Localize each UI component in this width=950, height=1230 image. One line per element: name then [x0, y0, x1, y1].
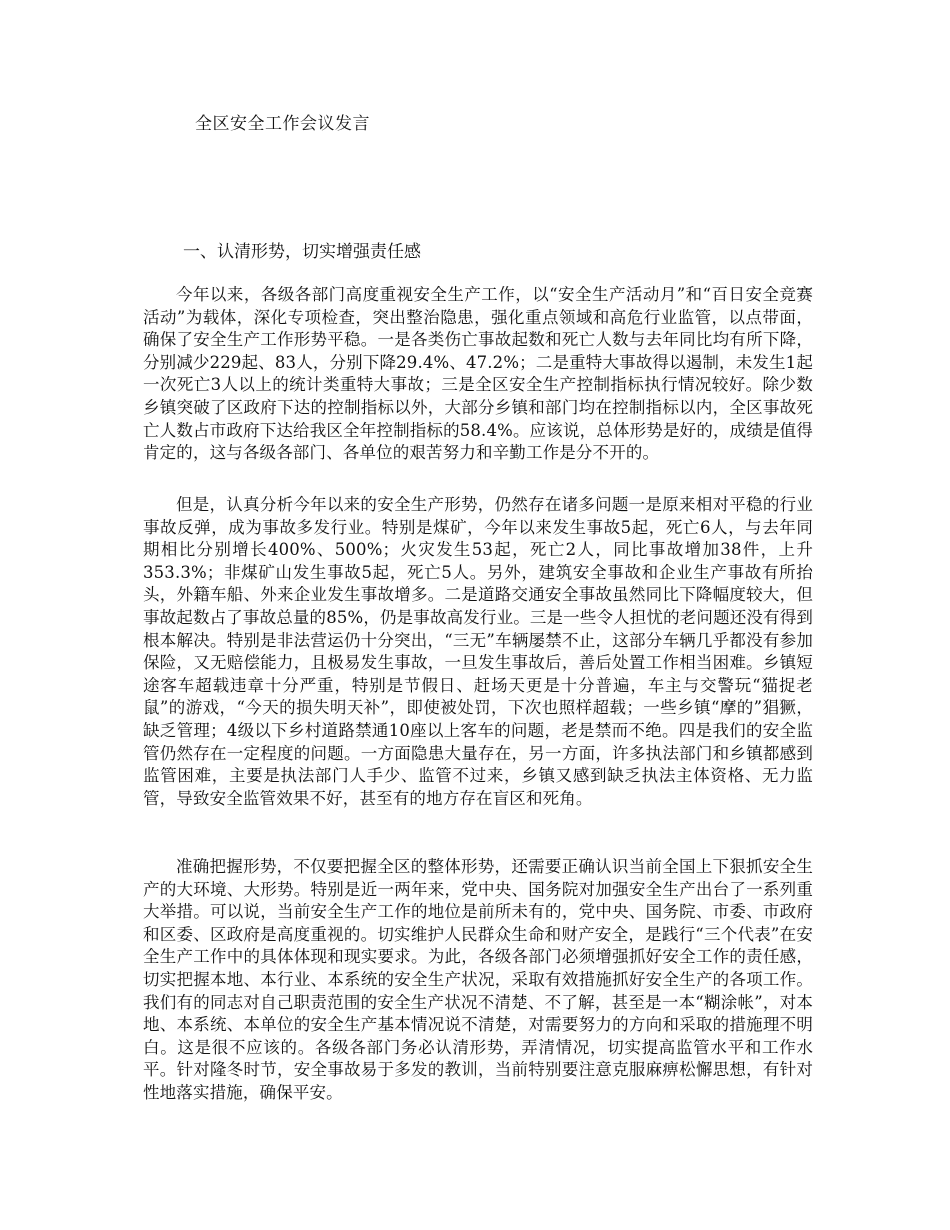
section-heading: 一、认清形势，切实增强责任感 — [183, 242, 421, 262]
paragraph-2: 但是，认真分析今年以来的安全生产形势，仍然存在诸多问题一是原来相对平稳的行业事故反弹，成为事故多发行业。特别是煤矿，今年以来发生事故5起，死亡6人，与去年同期相比分别增长400%、500%；火灾发生53起，死亡2人，同比事故增加38件，上升353.3%；非煤矿山发生事故5起，死亡5人。另外，建筑安全事故和企业生产事故有所抬头，外籍车船、外来企业发生事故增多。二是道路交通安全事故虽然同比下降幅度较大，但事故起数占了事故总量的85%，仍是事故高发行业。三是一些令人担忧的老问题还没有得到根本解决。特别是非法营运仍十分突出，“三无”车辆屡禁不止，这部分车辆几乎都没有参加保险，又无赔偿能力，且极易发生事故，一旦发生事故后，善后处置工作相当困难。乡镇短途客车超载违章十分严重，特别是节假日、赶场天更是十分普遍，车主与交警玩“猫捉老鼠”的游戏，“今天的损失明天补”，即使被处罚，下次也照样超载；一些乡镇“摩的”猖獗，缺乏管理；4级以下乡村道路禁通10座以上客车的问题，老是禁而不绝。四是我们的安全监管仍然存在一定程度的问题。一方面隐患大量存在，另一方面，许多执法部门和乡镇都感到监管困难，主要是执法部门人手少、监管不过来，乡镇又感到缺乏执法主体资格、无力监管，导致安全监管效果不好，甚至有的地方存在盲区和死角。 — [143, 495, 813, 808]
paragraph-1: 今年以来，各级各部门高度重视安全生产工作，以“安全生产活动月”和“百日安全竞赛活动”为载体，深化专项检查，突出整治隐患，强化重点领域和高危行业监管，以点带面，确保了安全生产工作形势平稳。一是各类伤亡事故起数和死亡人数与去年同比均有所下降，分别减少229起、83人，分别下降29.4%、47.2%；二是重特大事故得以遏制，未发生1起一次死亡3人以上的统计类重特大事故；三是全区安全生产控制指标执行情况较好。除少数乡镇突破了区政府下达的控制指标以外，大部分乡镇和部门均在控制指标以内，全区事故死亡人数占市政府下达给我区全年控制指标的58.4%。应该说，总体形势是好的，成绩是值得肯定的，这与各级各部门、各单位的艰苦努力和辛勤工作是分不开的。 — [143, 285, 813, 463]
paragraph-3: 准确把握形势，不仅要把握全区的整体形势，还需要正确认识当前全国上下狠抓安全生产的大环境、大形势。特别是近一两年来，党中央、国务院对加强安全生产出台了一系列重大举措。可以说，当前安全生产工作的地位是前所未有的，党中央、国务院、市委、市政府和区委、区政府是高度重视的。切实维护人民群众生命和财产安全，是践行“三个代表”在安全生产工作中的具体体现和现实要求。为此，各级各部门必须增强抓好安全工作的责任感，切实把握本地、本行业、本系统的安全生产状况，采取有效措施抓好安全生产的各项工作。我们有的同志对自己职责范围的安全生产状况不清楚、不了解，甚至是一本“糊涂帐”，对本地、本系统、本单位的安全生产基本情况说不清楚，对需要努力的方向和采取的措施理不明白。这是很不应该的。各级各部门务必认清形势，弄清情况，切实提高监管水平和工作水平。针对隆冬时节，安全事故易于多发的教训，当前特别要注意克服麻痹松懈思想，有针对性地落实措施，确保平安。 — [143, 857, 813, 1102]
document-title: 全区安全工作会议发言 — [195, 114, 370, 134]
